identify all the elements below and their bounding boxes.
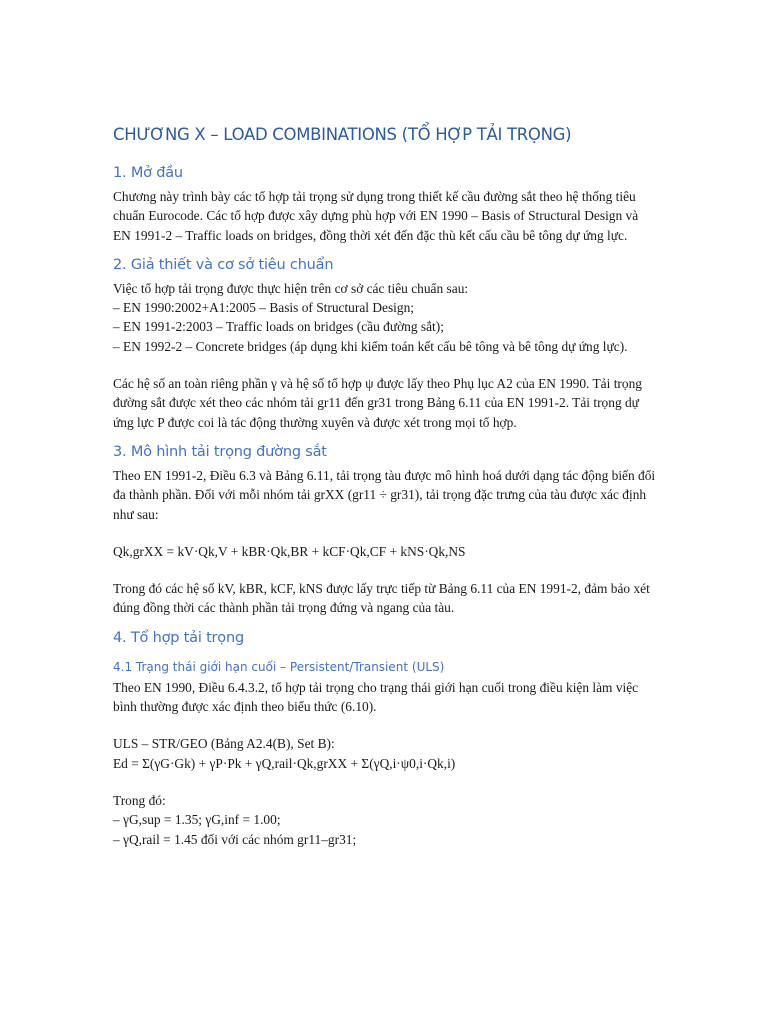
section-3-formula: Qk,grXX = kV·Qk,V + kBR·Qk,BR + kCF·Qk,CF + kNS·Qk,NS bbox=[113, 543, 466, 559]
subsection-4-1-paragraph: Theo EN 1990, Điều 6.4.3.2, tổ hợp tải trọng cho trạng thái giới hạn cuối trong điều kiện làm việc bình thường được xác định theo biểu thức (6.10). bbox=[113, 679, 639, 715]
section-4-heading: 4. Tổ hợp tải trọng bbox=[113, 629, 244, 646]
chapter-title: CHƯƠNG X – LOAD COMBINATIONS (TỔ HỢP TẢI TRỌNG) bbox=[113, 125, 572, 144]
section-2-heading: 2. Giả thiết và cơ sở tiêu chuẩn bbox=[113, 256, 334, 273]
section-1-heading: 1. Mở đầu bbox=[113, 165, 183, 181]
uls-factors-list: Trong đó: – γG,sup = 1.35; γG,inf = 1.00; – γQ,rail = 1.45 đối với các nhóm gr11–gr31; bbox=[113, 792, 357, 847]
section-2-paragraph: Các hệ số an toàn riêng phần γ và hệ số tổ hợp ψ được lấy theo Phụ lục A2 của EN 1990. Tải trọng đường sắt được xét theo các nhóm tải gr11 đến gr31 trong Bảng 6.11 của EN 1991-2. Tải trọng dự ứng lực P được coi là tác động thường xuyên và được xét trong mọi tổ hợp. bbox=[113, 376, 642, 430]
subsection-4-1-heading: 4.1 Trạng thái giới hạn cuối – Persistent/Transient (ULS) bbox=[113, 659, 445, 674]
section-1-paragraph: Chương này trình bày các tổ hợp tải trọng sử dụng trong thiết kế cầu đường sắt theo hệ thống tiêu chuẩn Eurocode. Các tổ hợp được xây dựng phù hợp với EN 1990 – Basis of Structural Design và EN 1991-2 – Traffic loads on bridges, đồng thời xét đến đặc thù kết cấu cầu bê tông dự ứng lực. bbox=[113, 189, 639, 243]
section-2-standards-list: Việc tổ hợp tải trọng được thực hiện trên cơ sở các tiêu chuẩn sau: – EN 1990:2002+A1:2005 – Basis of Structural Design; – EN 1991-2:2003 – Traffic loads on bridges (cầu đường sắt); – EN 1992-2 – Concrete bridges (áp dụng khi kiểm toán kết cấu bê tông và bê tông dự ứng lực). bbox=[113, 280, 628, 354]
uls-formula: ULS – STR/GEO (Bảng A2.4(B), Set B): Ed = Σ(γG·Gk) + γP·Pk + γQ,rail·Qk,grXX + Σ(γQ,i·ψ0,i·Qk,i) bbox=[113, 736, 456, 771]
section-3-heading: 3. Mô hình tải trọng đường sắt bbox=[113, 443, 327, 460]
section-3-paragraph-2: Trong đó các hệ số kV, kBR, kCF, kNS được lấy trực tiếp từ Bảng 6.11 của EN 1991-2, đảm bảo xét đúng đồng thời các thành phần tải trọng đứng và ngang của tàu. bbox=[113, 581, 650, 616]
section-3-paragraph: Theo EN 1991-2, Điều 6.3 và Bảng 6.11, tải trọng tàu được mô hình hoá dưới dạng tác động biến đổi đa thành phần. Đối với mỗi nhóm tải grXX (gr11 ÷ gr31), tải trọng đặc trưng của tàu được xác định như sau: bbox=[113, 467, 656, 522]
